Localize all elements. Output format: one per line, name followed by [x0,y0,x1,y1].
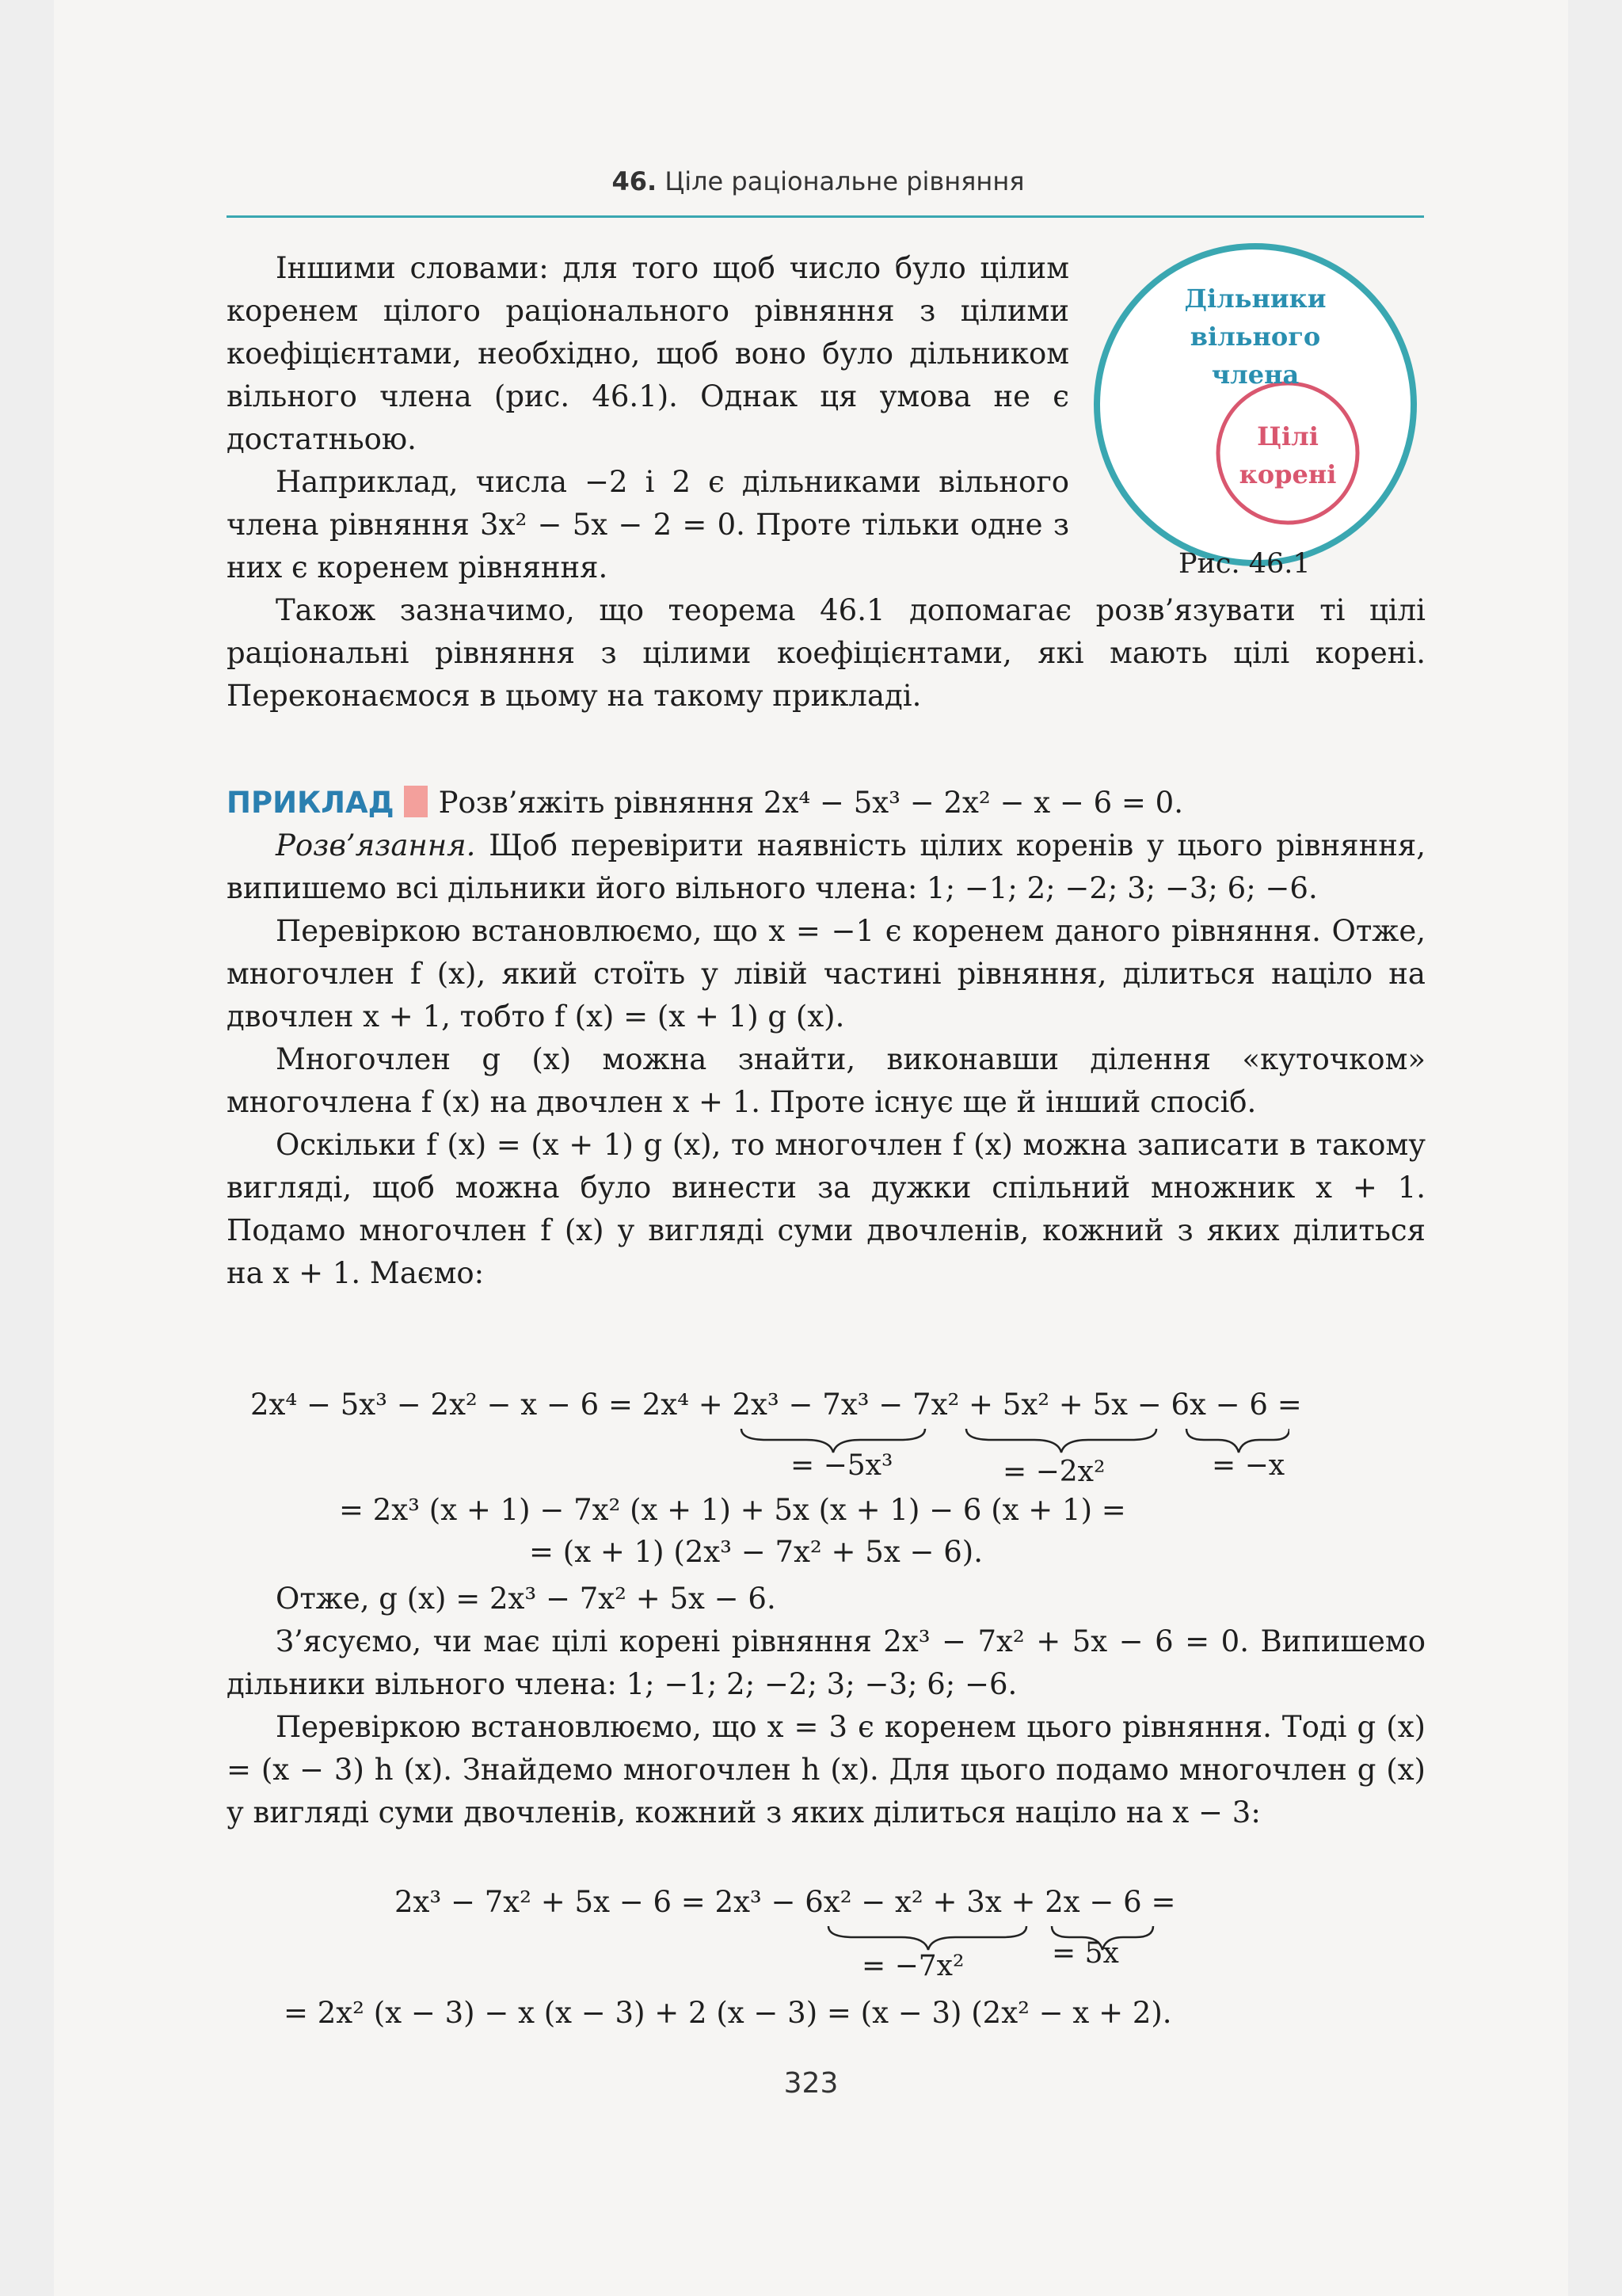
equation-3: = (x + 1) (2x³ − 7x² + 5x − 6). [529,1535,983,1569]
paragraph-block-3 [227,1578,1426,1834]
paragraph-5: Многочлен g (x) можна знайти, виконавши ділення «куточком» многочлена f (x) на двочлен x + 1. Проте існує ще й інший спосіб. [227,1042,1426,1119]
roots-circle [1218,383,1357,523]
page-number: 323 [783,2067,839,2100]
inner-label-2: корені [1239,459,1337,489]
equation-4-under-1: = −7x² [862,1950,965,1982]
section-number: 46. [611,166,657,196]
paragraph-3: Також зазначимо, що теорема 46.1 допомагає розв’язувати ті цілі раціональні рівняння з цілими коефіцієнтами, які мають цілі корені. Переконаємося в цьому на такому прикладі. [227,593,1426,713]
inner-label-1: Цілі [1257,421,1319,451]
paragraph-6: Оскільки f (x) = (x + 1) g (x), то многочлен f (x) можна записати в такому вигляді, щоб можна було винести за дужки спільний множник x + 1. Подамо многочлен f (x) у вигляді суми двочленів, кожний з яких ділиться на x + 1. Маємо: [227,1128,1426,1290]
equation-1-under-1: = −5x³ [790,1449,893,1482]
outer-label-3: члена [1211,360,1300,390]
example-task: Розв’яжіть рівняння 2x⁴ − 5x³ − 2x² − x − 6 = 0. [438,786,1183,820]
solution-text: Щоб перевірити наявність цілих коренів у цього рівняння, випишемо всі дільники його вільного члена: 1; −1; 2; −2; 3; −3; 6; −6. [227,828,1426,905]
section-title: Ціле раціональне рівняння [664,166,1025,196]
header-rule [227,215,1424,218]
paragraph-8: З’ясуємо, чи має цілі корені рівняння 2x³ − 7x² + 5x − 6 = 0. Випишемо дільники вільного члена: 1; −1; 2; −2; 3; −3; 6; −6. [227,1624,1426,1701]
paragraph-1: Іншими словами: для того щоб число було цілим коренем цілого раціонального рівняння з цілими коефіцієнтами, необхідно, щоб воно було дільником вільного члена (рис. 46.1). Однак ця умова не є достатньою. [227,251,1069,456]
equation-5: = 2x² (x − 3) − x (x − 3) + 2 (x − 3) = (x − 3) (2x² − x + 2). [284,1996,1172,2030]
page-header [212,166,1424,196]
paragraph-2: Наприклад, числа −2 і 2 є дільниками вільного члена рівняння 3x² − 5x − 2 = 0. Проте тільки одне з них є коренем рівняння. [227,465,1069,584]
equation-2: = 2x³ (x + 1) − 7x² (x + 1) + 5x (x + 1) − 6 (x + 1) = [339,1493,1126,1527]
equation-4-under-2: = 5x [1052,1937,1119,1970]
paragraph-7: Отже, g (x) = 2x³ − 7x² + 5x − 6. [276,1582,776,1616]
equation-1: 2x⁴ − 5x³ − 2x² − x − 6 = 2x⁴ + 2x³ − 7x³ − 7x² + 5x² + 5x − 6x − 6 = [250,1388,1302,1422]
example-marker [404,786,428,817]
outer-label-1: Дільники [1184,284,1327,314]
equation-4: 2x³ − 7x² + 5x − 6 = 2x³ − 6x² − x² + 3x + 2x − 6 = [394,1885,1176,1919]
divisors-diagram [1088,238,1422,572]
paragraph-4: Перевіркою встановлюємо, що x = −1 є коренем даного рівняння. Отже, многочлен f (x), який стоїть у лівій частині рівняння, ділиться націло на двочлен x + 1, тобто f (x) = (x + 1) g (x). [227,914,1426,1034]
paragraph-9: Перевіркою встановлюємо, що x = 3 є коренем цього рівняння. Тоді g (x) = (x − 3) h (x). Знайдемо многочлен h (x). Для цього подамо многочлен g (x) у вигляді суми двочленів, кожний з яких ділиться націло на x − 3: [227,1710,1426,1830]
equation-1-under-3: = −x [1212,1449,1285,1482]
example-task-line [227,782,1426,824]
paragraph-block-2 [227,589,1426,718]
outer-label-2: вільного [1190,322,1321,352]
paragraph-block-1 [227,247,1069,589]
solution-paragraph [227,824,1426,910]
example-block [227,782,1426,1295]
book-page [54,0,1568,2296]
example-label: ПРИКЛАД [227,786,394,820]
solution-label: Розв’язання. [276,828,476,862]
figure-caption: Рис. 46.1 [1178,548,1311,580]
equation-1-under-2: = −2x² [1003,1456,1106,1488]
